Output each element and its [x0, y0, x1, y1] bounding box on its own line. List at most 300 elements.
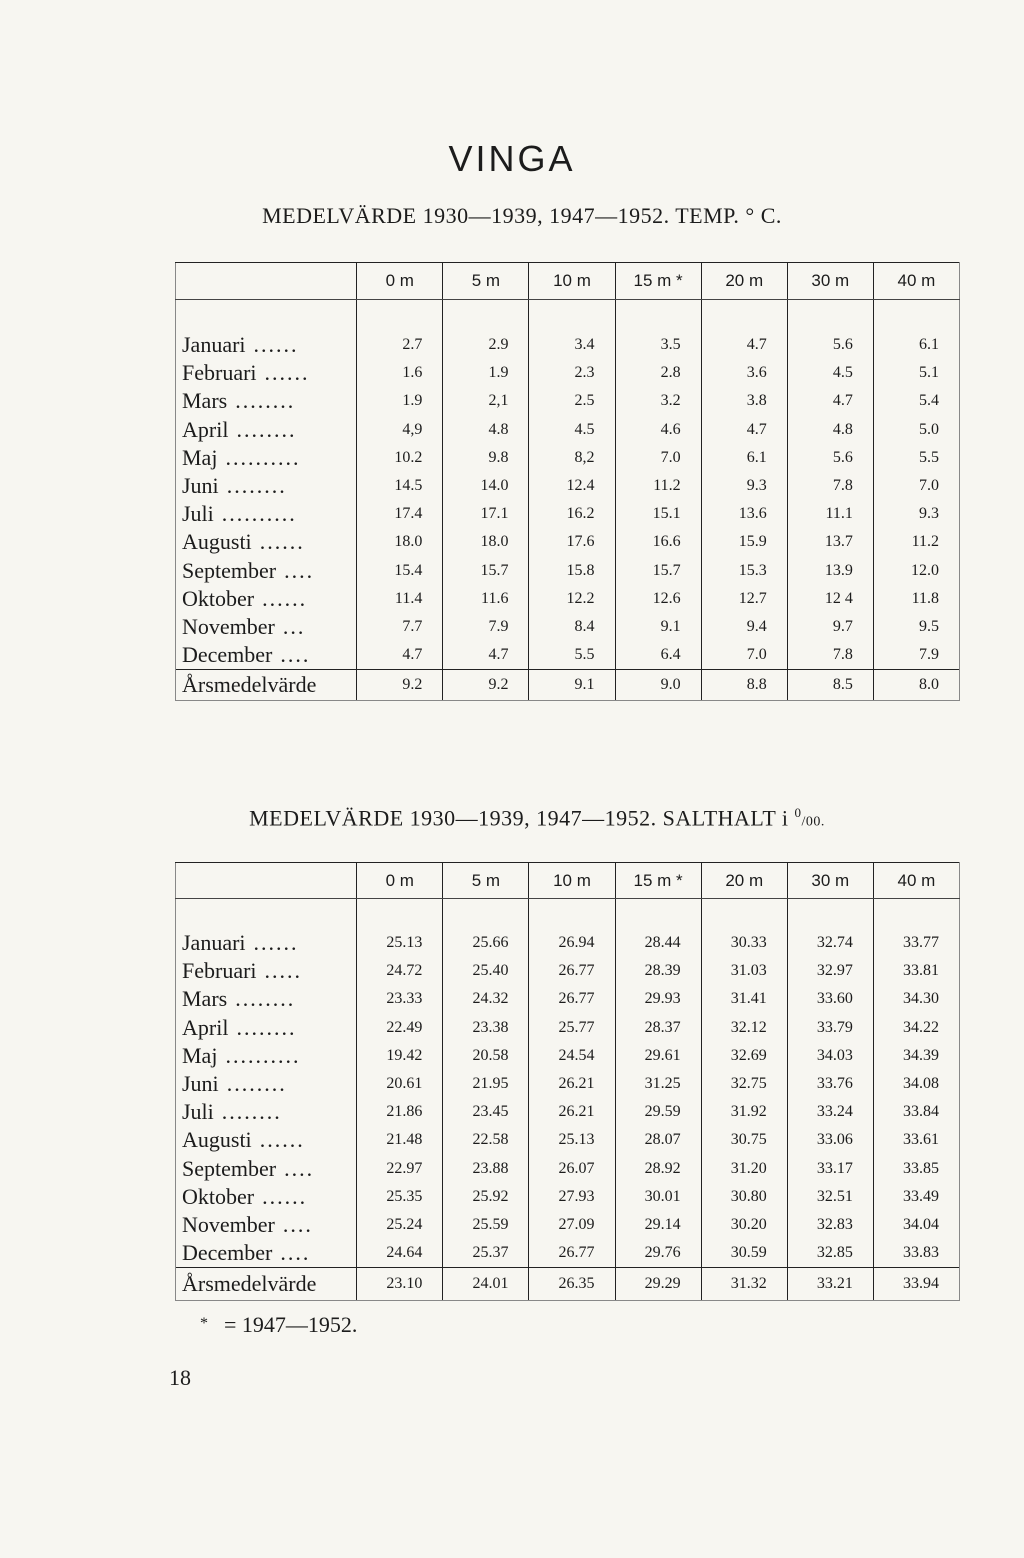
value-cell: 11.2 — [873, 528, 959, 556]
column-header: 10 m — [529, 863, 615, 899]
value-cell: 7.9 — [443, 613, 529, 641]
value-cell: 14.5 — [357, 472, 443, 500]
value-cell: 25.13 — [529, 1126, 615, 1154]
table-row — [176, 528, 960, 556]
value-cell: 33.06 — [787, 1126, 873, 1154]
value-cell: 25.37 — [443, 1239, 529, 1268]
table-row — [176, 557, 960, 585]
month-cell — [176, 1239, 357, 1268]
salinity-subtitle-text: MEDELVÄRDE 1930—1939, 1947—1952. SALTHALT i — [249, 805, 795, 831]
month-cell — [176, 500, 357, 528]
month-cell — [176, 1211, 357, 1239]
column-header: 0 m — [357, 863, 443, 899]
value-cell: 11.1 — [787, 500, 873, 528]
header-blank — [176, 863, 357, 899]
leader-dots: .......... — [221, 501, 297, 527]
spacer-cell — [701, 899, 787, 930]
value-cell: 9.7 — [787, 613, 873, 641]
value-cell: 10.2 — [357, 444, 443, 472]
value-cell: 3.2 — [615, 387, 701, 415]
value-cell: 13.7 — [787, 528, 873, 556]
value-cell: 33.83 — [873, 1239, 959, 1268]
value-cell: 11.6 — [443, 585, 529, 613]
value-cell: 33.17 — [787, 1155, 873, 1183]
column-header: 40 m — [873, 863, 959, 899]
value-cell: 4.7 — [787, 387, 873, 415]
value-cell: 6.1 — [873, 331, 959, 359]
value-cell: 9.3 — [873, 500, 959, 528]
page-number: 18 — [169, 1365, 191, 1390]
value-cell: 32.97 — [787, 957, 873, 985]
value-cell: 26.21 — [529, 1070, 615, 1098]
value-cell: 25.59 — [443, 1211, 529, 1239]
annual-mean-value: 33.21 — [787, 1268, 873, 1301]
value-cell: 7.7 — [357, 613, 443, 641]
value-cell: 32.75 — [701, 1070, 787, 1098]
month-label: Januari — [182, 332, 246, 358]
leader-dots: .... — [284, 1155, 315, 1181]
value-cell: 7.0 — [873, 472, 959, 500]
table-row — [176, 1126, 960, 1154]
value-cell: 33.60 — [787, 985, 873, 1013]
value-cell: 33.84 — [873, 1098, 959, 1126]
leader-dots: ..... — [264, 958, 303, 984]
month-label: Mars — [182, 986, 228, 1012]
temperature-table — [175, 262, 960, 701]
value-cell: 30.01 — [615, 1183, 701, 1211]
spacer-cell — [787, 300, 873, 332]
table-row — [176, 957, 960, 985]
month-cell — [176, 359, 357, 387]
value-cell: 25.66 — [443, 929, 529, 957]
column-header: 5 m — [443, 263, 529, 300]
value-cell: 33.85 — [873, 1155, 959, 1183]
value-cell: 2.5 — [529, 387, 615, 415]
month-cell — [176, 613, 357, 641]
value-cell: 7.8 — [787, 641, 873, 670]
value-cell: 15.7 — [443, 557, 529, 585]
value-cell: 25.92 — [443, 1183, 529, 1211]
value-cell: 17.4 — [357, 500, 443, 528]
value-cell: 12 4 — [787, 585, 873, 613]
value-cell: 14.0 — [443, 472, 529, 500]
value-cell: 5.1 — [873, 359, 959, 387]
value-cell: 12.2 — [529, 585, 615, 613]
value-cell: 13.9 — [787, 557, 873, 585]
header-blank — [176, 263, 357, 300]
column-header: 5 m — [443, 863, 529, 899]
value-cell: 4.7 — [443, 641, 529, 670]
annual-mean-value: 29.29 — [615, 1268, 701, 1301]
month-cell — [176, 528, 357, 556]
spacer-row — [176, 899, 960, 930]
value-cell: 33.49 — [873, 1183, 959, 1211]
table-row — [176, 387, 960, 415]
column-header: 30 m — [787, 863, 873, 899]
annual-mean-value: 23.10 — [357, 1268, 443, 1301]
month-label: Februari — [182, 360, 257, 386]
month-label: December — [182, 1240, 273, 1266]
value-cell: 33.76 — [787, 1070, 873, 1098]
value-cell: 34.04 — [873, 1211, 959, 1239]
annual-mean-label: Årsmedelvärde — [176, 1268, 357, 1301]
month-cell — [176, 1155, 357, 1183]
value-cell: 34.08 — [873, 1070, 959, 1098]
leader-dots: ........ — [226, 473, 287, 499]
leader-dots: .... — [280, 642, 311, 668]
value-cell: 7.0 — [615, 444, 701, 472]
value-cell: 4.8 — [443, 416, 529, 444]
value-cell: 32.12 — [701, 1014, 787, 1042]
spacer-row — [176, 300, 960, 332]
value-cell: 2.9 — [443, 331, 529, 359]
value-cell: 13.6 — [701, 500, 787, 528]
table-row — [176, 444, 960, 472]
value-cell: 30.80 — [701, 1183, 787, 1211]
value-cell: 33.81 — [873, 957, 959, 985]
leader-dots: ........ — [226, 1071, 287, 1097]
value-cell: 15.7 — [615, 557, 701, 585]
leader-dots: .......... — [225, 1042, 301, 1068]
annual-mean-value: 9.1 — [529, 670, 615, 701]
value-cell: 3.5 — [615, 331, 701, 359]
value-cell: 9.5 — [873, 613, 959, 641]
spacer-cell — [873, 899, 959, 930]
leader-dots: ...... — [259, 529, 305, 555]
column-header: 40 m — [873, 263, 959, 300]
value-cell: 32.85 — [787, 1239, 873, 1268]
leader-dots: .... — [284, 557, 315, 583]
value-cell: 32.83 — [787, 1211, 873, 1239]
value-cell: 1.9 — [357, 387, 443, 415]
month-cell — [176, 387, 357, 415]
month-label: Juni — [182, 473, 219, 499]
value-cell: 26.21 — [529, 1098, 615, 1126]
value-cell: 29.14 — [615, 1211, 701, 1239]
value-cell: 17.1 — [443, 500, 529, 528]
value-cell: 2.3 — [529, 359, 615, 387]
value-cell: 28.07 — [615, 1126, 701, 1154]
value-cell: 22.49 — [357, 1014, 443, 1042]
month-label: Juli — [182, 1099, 214, 1125]
month-label: December — [182, 642, 273, 668]
table-row — [176, 641, 960, 670]
value-cell: 11.8 — [873, 585, 959, 613]
month-cell — [176, 416, 357, 444]
value-cell: 11.2 — [615, 472, 701, 500]
page-title: VINGA — [448, 138, 576, 179]
annual-mean-value: 9.0 — [615, 670, 701, 701]
salinity-unit-rest: /00. — [801, 814, 825, 830]
column-header: 10 m — [529, 263, 615, 300]
value-cell: 6.4 — [615, 641, 701, 670]
month-cell — [176, 641, 357, 670]
value-cell: 5.0 — [873, 416, 959, 444]
value-cell: 26.07 — [529, 1155, 615, 1183]
value-cell: 1.9 — [443, 359, 529, 387]
value-cell: 22.97 — [357, 1155, 443, 1183]
annual-mean-value: 8.8 — [701, 670, 787, 701]
value-cell: 9.3 — [701, 472, 787, 500]
leader-dots: ...... — [253, 930, 299, 956]
value-cell: 15.3 — [701, 557, 787, 585]
leader-dots: ...... — [253, 332, 299, 358]
value-cell: 31.92 — [701, 1098, 787, 1126]
spacer-cell — [357, 300, 443, 332]
column-header: 20 m — [701, 263, 787, 300]
value-cell: 34.30 — [873, 985, 959, 1013]
value-cell: 26.77 — [529, 1239, 615, 1268]
leader-dots: ........ — [235, 986, 296, 1012]
value-cell: 23.45 — [443, 1098, 529, 1126]
month-label: September — [182, 557, 277, 583]
value-cell: 20.61 — [357, 1070, 443, 1098]
value-cell: 29.76 — [615, 1239, 701, 1268]
value-cell: 21.95 — [443, 1070, 529, 1098]
value-cell: 30.20 — [701, 1211, 787, 1239]
spacer-cell — [615, 300, 701, 332]
value-cell: 15.4 — [357, 557, 443, 585]
leader-dots: ...... — [262, 585, 308, 611]
value-cell: 15.1 — [615, 500, 701, 528]
leader-dots: ........ — [236, 416, 297, 442]
value-cell: 25.24 — [357, 1211, 443, 1239]
value-cell: 31.20 — [701, 1155, 787, 1183]
month-cell — [176, 1042, 357, 1070]
month-label: Februari — [182, 958, 257, 984]
month-label: November — [182, 613, 275, 639]
value-cell: 11.4 — [357, 585, 443, 613]
month-label: Juni — [182, 1071, 219, 1097]
value-cell: 1.6 — [357, 359, 443, 387]
table-row — [176, 472, 960, 500]
value-cell: 30.59 — [701, 1239, 787, 1268]
value-cell: 16.6 — [615, 528, 701, 556]
value-cell: 3.4 — [529, 331, 615, 359]
value-cell: 4.7 — [701, 416, 787, 444]
month-cell — [176, 1014, 357, 1042]
value-cell: 34.39 — [873, 1042, 959, 1070]
month-cell — [176, 957, 357, 985]
spacer-cell — [701, 300, 787, 332]
value-cell: 3.6 — [701, 359, 787, 387]
table-row — [176, 1239, 960, 1268]
value-cell: 12.7 — [701, 585, 787, 613]
month-label: April — [182, 416, 229, 442]
value-cell: 31.25 — [615, 1070, 701, 1098]
annual-mean-value: 24.01 — [443, 1268, 529, 1301]
value-cell: 33.24 — [787, 1098, 873, 1126]
value-cell: 4.6 — [615, 416, 701, 444]
value-cell: 25.40 — [443, 957, 529, 985]
salinity-table — [175, 862, 960, 1301]
value-cell: 5.5 — [873, 444, 959, 472]
column-header: 15 m * — [615, 263, 701, 300]
annual-mean-label: Årsmedelvärde — [176, 670, 357, 701]
column-header: 0 m — [357, 263, 443, 300]
annual-mean-value: 9.2 — [443, 670, 529, 701]
month-cell — [176, 1183, 357, 1211]
value-cell: 32.51 — [787, 1183, 873, 1211]
value-cell: 28.39 — [615, 957, 701, 985]
month-cell — [176, 585, 357, 613]
month-cell — [176, 985, 357, 1013]
value-cell: 26.77 — [529, 985, 615, 1013]
table-row — [176, 416, 960, 444]
value-cell: 9.8 — [443, 444, 529, 472]
month-label: Augusti — [182, 1127, 252, 1153]
value-cell: 34.03 — [787, 1042, 873, 1070]
table-row — [176, 1070, 960, 1098]
value-cell: 29.61 — [615, 1042, 701, 1070]
value-cell: 28.37 — [615, 1014, 701, 1042]
month-label: Maj — [182, 1042, 218, 1068]
value-cell: 3.8 — [701, 387, 787, 415]
annual-mean-value: 9.2 — [357, 670, 443, 701]
spacer-cell — [615, 899, 701, 930]
value-cell: 24.64 — [357, 1239, 443, 1268]
column-header: 30 m — [787, 263, 873, 300]
value-cell: 2.8 — [615, 359, 701, 387]
leader-dots: .... — [282, 1211, 313, 1237]
month-cell — [176, 1070, 357, 1098]
table-row — [176, 1211, 960, 1239]
value-cell: 15.9 — [701, 528, 787, 556]
value-cell: 20.58 — [443, 1042, 529, 1070]
value-cell: 8.4 — [529, 613, 615, 641]
value-cell: 9.1 — [615, 613, 701, 641]
annual-mean-value: 31.32 — [701, 1268, 787, 1301]
table-row — [176, 613, 960, 641]
value-cell: 5.5 — [529, 641, 615, 670]
table-row — [176, 929, 960, 957]
value-cell: 5.4 — [873, 387, 959, 415]
value-cell: 16.2 — [529, 500, 615, 528]
value-cell: 2,1 — [443, 387, 529, 415]
value-cell: 25.77 — [529, 1014, 615, 1042]
value-cell: 23.88 — [443, 1155, 529, 1183]
month-cell — [176, 1126, 357, 1154]
table-row — [176, 500, 960, 528]
value-cell: 24.72 — [357, 957, 443, 985]
annual-mean-row — [176, 1268, 960, 1301]
spacer-cell — [443, 899, 529, 930]
value-cell: 31.03 — [701, 957, 787, 985]
value-cell: 33.77 — [873, 929, 959, 957]
value-cell: 12.0 — [873, 557, 959, 585]
value-cell: 4.5 — [787, 359, 873, 387]
value-cell: 26.77 — [529, 957, 615, 985]
value-cell: 8,2 — [529, 444, 615, 472]
value-cell: 23.38 — [443, 1014, 529, 1042]
value-cell: 26.94 — [529, 929, 615, 957]
month-cell — [176, 557, 357, 585]
spacer-cell — [529, 899, 615, 930]
month-label: Maj — [182, 444, 218, 470]
annual-mean-value: 33.94 — [873, 1268, 959, 1301]
month-label: November — [182, 1211, 275, 1237]
value-cell: 4.8 — [787, 416, 873, 444]
month-label: April — [182, 1014, 229, 1040]
value-cell: 4.7 — [357, 641, 443, 670]
value-cell: 34.22 — [873, 1014, 959, 1042]
leader-dots: ........ — [236, 1014, 297, 1040]
value-cell: 6.1 — [701, 444, 787, 472]
month-cell — [176, 444, 357, 472]
spacer-cell — [176, 899, 357, 930]
value-cell: 32.69 — [701, 1042, 787, 1070]
value-cell: 19.42 — [357, 1042, 443, 1070]
table-row — [176, 585, 960, 613]
value-cell: 30.75 — [701, 1126, 787, 1154]
month-cell — [176, 331, 357, 359]
table-row — [176, 1014, 960, 1042]
value-cell: 25.13 — [357, 929, 443, 957]
value-cell: 4.7 — [701, 331, 787, 359]
month-label: September — [182, 1155, 277, 1181]
value-cell: 17.6 — [529, 528, 615, 556]
month-cell — [176, 1098, 357, 1126]
table-row — [176, 331, 960, 359]
annual-mean-value: 26.35 — [529, 1268, 615, 1301]
month-label: Augusti — [182, 529, 252, 555]
leader-dots: .......... — [225, 444, 301, 470]
value-cell: 12.6 — [615, 585, 701, 613]
value-cell: 32.74 — [787, 929, 873, 957]
salinity-subtitle — [0, 805, 1024, 831]
value-cell: 33.79 — [787, 1014, 873, 1042]
value-cell: 18.0 — [357, 528, 443, 556]
spacer-cell — [873, 300, 959, 332]
table-row — [176, 359, 960, 387]
table-row — [176, 1098, 960, 1126]
value-cell: 12.4 — [529, 472, 615, 500]
temperature-subtitle: MEDELVÄRDE 1930—1939, 1947—1952. TEMP. ° C. — [262, 203, 782, 228]
value-cell: 31.41 — [701, 985, 787, 1013]
value-cell: 23.33 — [357, 985, 443, 1013]
column-header: 15 m * — [615, 863, 701, 899]
salinity-unit-sup: 0 — [794, 805, 802, 820]
annual-mean-row — [176, 670, 960, 701]
value-cell: 4,9 — [357, 416, 443, 444]
leader-dots: ...... — [262, 1183, 308, 1209]
value-cell: 29.59 — [615, 1098, 701, 1126]
leader-dots: ... — [282, 613, 306, 639]
value-cell: 5.6 — [787, 331, 873, 359]
value-cell: 28.92 — [615, 1155, 701, 1183]
value-cell: 29.93 — [615, 985, 701, 1013]
value-cell: 7.9 — [873, 641, 959, 670]
value-cell: 5.6 — [787, 444, 873, 472]
annual-mean-value: 8.0 — [873, 670, 959, 701]
value-cell: 4.5 — [529, 416, 615, 444]
month-label: Januari — [182, 930, 246, 956]
spacer-cell — [787, 899, 873, 930]
value-cell: 24.54 — [529, 1042, 615, 1070]
value-cell: 18.0 — [443, 528, 529, 556]
table-row — [176, 1042, 960, 1070]
month-label: Oktober — [182, 585, 255, 611]
spacer-cell — [357, 899, 443, 930]
leader-dots: ........ — [221, 1099, 282, 1125]
footnote — [200, 1312, 357, 1338]
month-label: Oktober — [182, 1183, 255, 1209]
value-cell: 9.4 — [701, 613, 787, 641]
month-label: Mars — [182, 388, 228, 414]
value-cell: 28.44 — [615, 929, 701, 957]
value-cell: 7.0 — [701, 641, 787, 670]
footnote-text: = 1947—1952. — [224, 1312, 358, 1337]
